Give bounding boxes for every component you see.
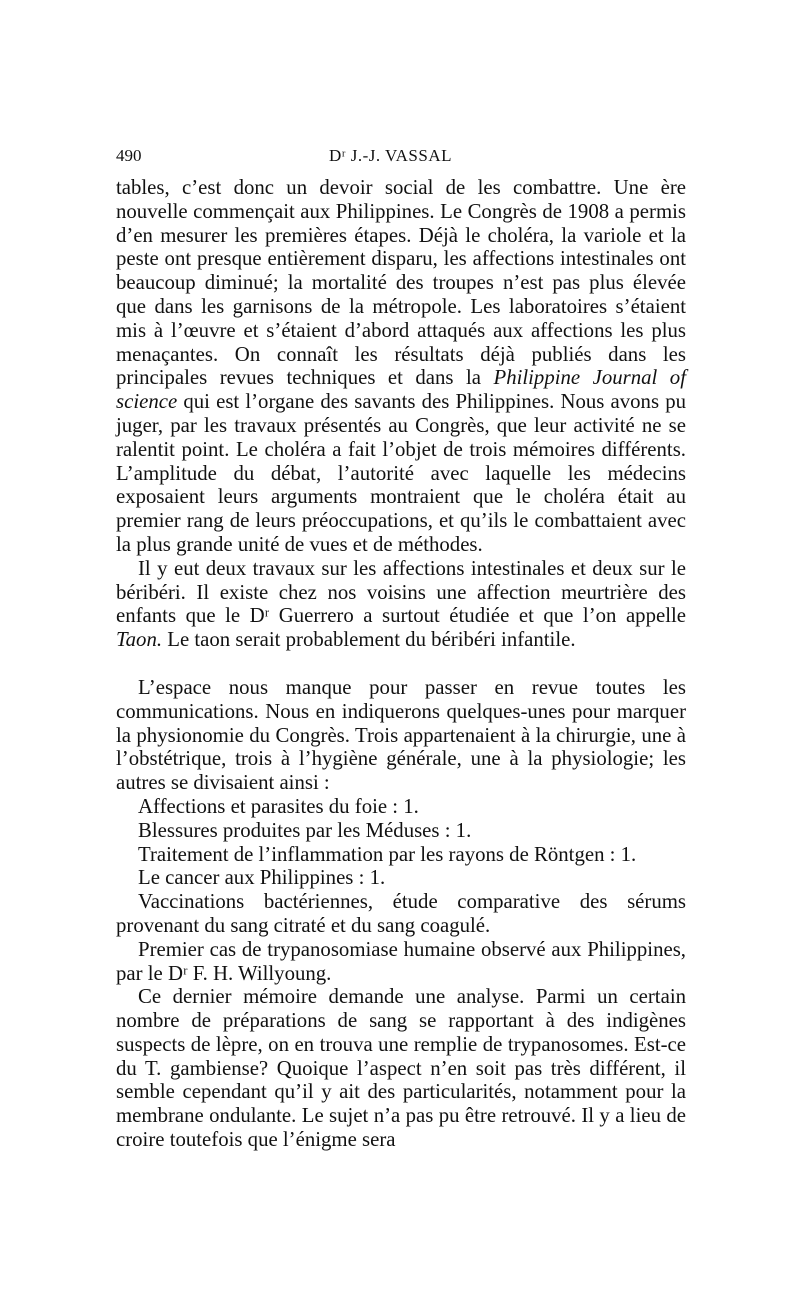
list-item: Blessures produites par les Méduses : 1. (138, 818, 472, 842)
list-item: Le cancer aux Philippines : 1. (138, 866, 386, 890)
paragraph-2-text: Il y eut deux travaux sur les affections intestinales et deux sur le béribéri. Il existe chez nos voisins une affection meurtrière des enfants que le Dʳ Guerrero a surtout étudiée et que l’on appelle (116, 556, 686, 628)
list-item: Traitement de l’inflammation par les rayons de Röntgen : 1. (138, 842, 637, 866)
paragraph-2-end: Le taon serait probablement du béribéri infantile. (167, 628, 576, 652)
book-page (116, 146, 686, 1152)
running-head (116, 146, 686, 176)
page-number: 490 (116, 146, 142, 165)
closing-paragraph: Ce dernier mémoire demande une analyse. Parmi un certain nombre de préparations de sang se rapportant à des indigènes suspects de lèpre, on en trouva une remplie de trypanosomes. Est-ce du T. gambiense? Quoique l’aspect n’en soit pas très différent, il semble cependant qu’il y ait des particularités, notamment pour la membrane ondulante. Le sujet n’a pas pu être retrouvé. Il y a lieu de croire toutefois que l’énigme sera (116, 985, 686, 1152)
paragraph-1-text: tables, c’est donc un devoir social de les combattre. Une ère nouvelle commençait aux Philippines. Le Congrès de 1908 a permis d’en mesurer les premières étapes. Déjà le choléra, la variole et la peste ont presque entièrement disparu, les affections intestinales ont beaucoup diminué; la mortalité des troupes n’est pas plus élevée que dans les garnisons de la métropole. Les laboratoires s’étaient mis à l’œuvre et s’étaient d’abord attaqués aux affections les plus menaçantes. On connaît les résultats déjà publiés dans les principales revues techniques et dans la (116, 176, 686, 390)
paragraph-1-end: qui est l’organe des savants des Philippines. Nous avons pu juger, par les travaux présentés au Congrès, que leur activité ne se ralentit point. Le choléra a fait l’objet de trois mémoires différents. L’amplitude du débat, l’autorité avec laquelle les médecins exposaient leurs arguments montraient que le choléra était au premier rang de leurs préoccupations, et qu’ils le combattaient avec la plus grande unité de vues et de méthodes. (116, 390, 686, 556)
paragraph-2 (116, 557, 686, 652)
disease-name: Taon. (116, 628, 163, 652)
list-item: Premier cas de trypanosomiase humaine observé aux Philippines, par le Dʳ F. H. Willyoung. (116, 937, 686, 985)
paragraph-1 (116, 176, 686, 557)
list-item: Affections et parasites du foie : 1. (138, 794, 419, 818)
paragraph-3: L’espace nous manque pour passer en revue toutes les communications. Nous en indiquerons quelques-unes pour marquer la physionomie du Congrès. Trois appartenaient à la chirurgie, une à l’obstétrique, trois à l’hygiène générale, une à la physiologie; les autres se divisaient ainsi : (116, 675, 686, 795)
journal-title: Philippine Journal of science (116, 366, 686, 414)
list-item: Vaccinations bactériennes, étude comparative des sérums provenant du sang citraté et du sang coagulé. (116, 890, 686, 937)
running-head-author: Dʳ J.-J. VASSAL (329, 146, 452, 165)
